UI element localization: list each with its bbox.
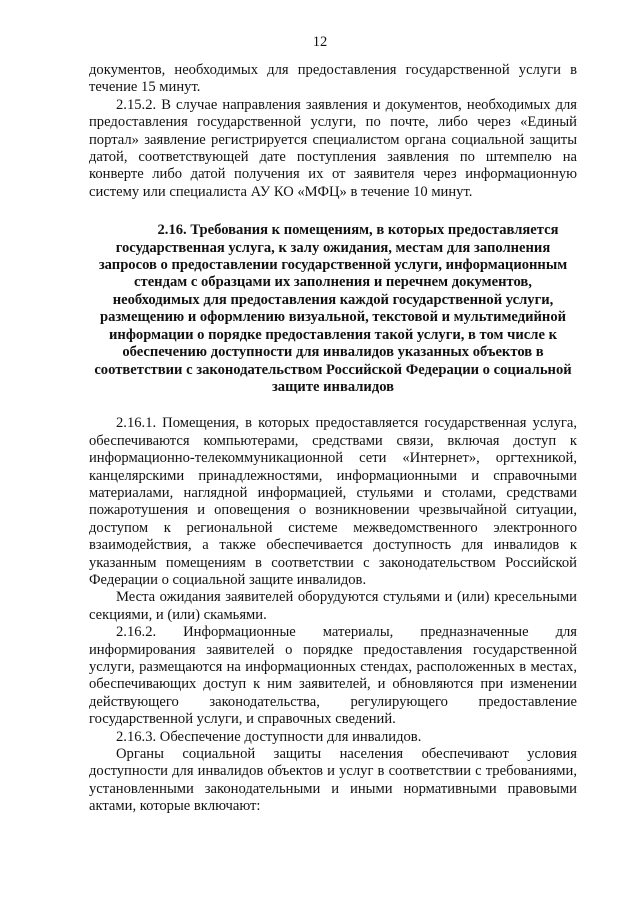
paragraph-2-16-3: 2.16.3. Обеспечение доступности для инвалидов. [116, 728, 422, 745]
paragraph-accessibility-conditions: Органы социальной защиты населения обеспечивают условия доступности для инвалидов объектов и услуг в соответствии с требованиями, установленными законодательными и иными нормативными правовыми актами, которые включают: [89, 746, 577, 815]
page-number: 12 [312, 34, 328, 50]
section-heading-2-16: 2.16. Требования к помещениям, в которых предоставляется государственная услуга, к залу ожидания, местам для заполнения запросов о предоставлении государственной услуги, информационным стендам с образцами их заполнения и перечнем документов, необходимых для предоставления каждой государственной услуги, размещению и оформлению визуальной, текстовой и мультимедийной информации о порядке предоставления такой услуги, в том числе к обеспечению доступности для инвалидов указанных объектов в соответствии с законодательством Российской Федерации о социальной защите инвалидов [94, 222, 572, 395]
document-body [89, 62, 577, 816]
paragraph-2-16-1: 2.16.1. Помещения, в которых предоставляется государственная услуга, обеспечиваются компьютерами, средствами связи, включая доступ к информационно-телекоммуникационной сети «Интернет», оргтехникой, канцелярскими принадлежностями, информационными и справочными материалами, наглядной информацией, стульями и столами, средствами пожаротушения и оповещения о возникновении чрезвычайной ситуации, доступом к региональной системе межведомственного электронного взаимодействия, а также обеспечивается доступность для инвалидов к указанным помещениям в соответствии с законодательством Российской Федерации о социальной защите инвалидов. [89, 415, 577, 588]
paragraph-2-16-2: 2.16.2. Информационные материалы, предназначенные для информирования заявителей о порядке предоставления государственной услуги, размещаются на информационных стендах, расположенных в местах, обеспечивающих доступ к ним заявителей, и обновляются при изменении действующего законодательства, регулирующего предоставление государственной услуги, и справочных сведений. [89, 624, 577, 728]
paragraph-waiting-places: Места ожидания заявителей оборудуются стульями и (или) кресельными секциями, и (или) скамьями. [89, 589, 577, 623]
paragraph-2-15-2: 2.15.2. В случае направления заявления и документов, необходимых для предоставления государственной услуги, по почте, либо через «Единый портал» заявление регистрируется специалистом органа социальной защиты датой, соответствующей дате поступления заявления по штемпелю на конверте либо датой получения их от заявителя через информационную систему или специалиста АУ КО «МФЦ» в течение 10 минут. [89, 96, 577, 200]
paragraph-continuation: документов, необходимых для предоставления государственной услуги в течение 15 минут. [89, 62, 577, 96]
